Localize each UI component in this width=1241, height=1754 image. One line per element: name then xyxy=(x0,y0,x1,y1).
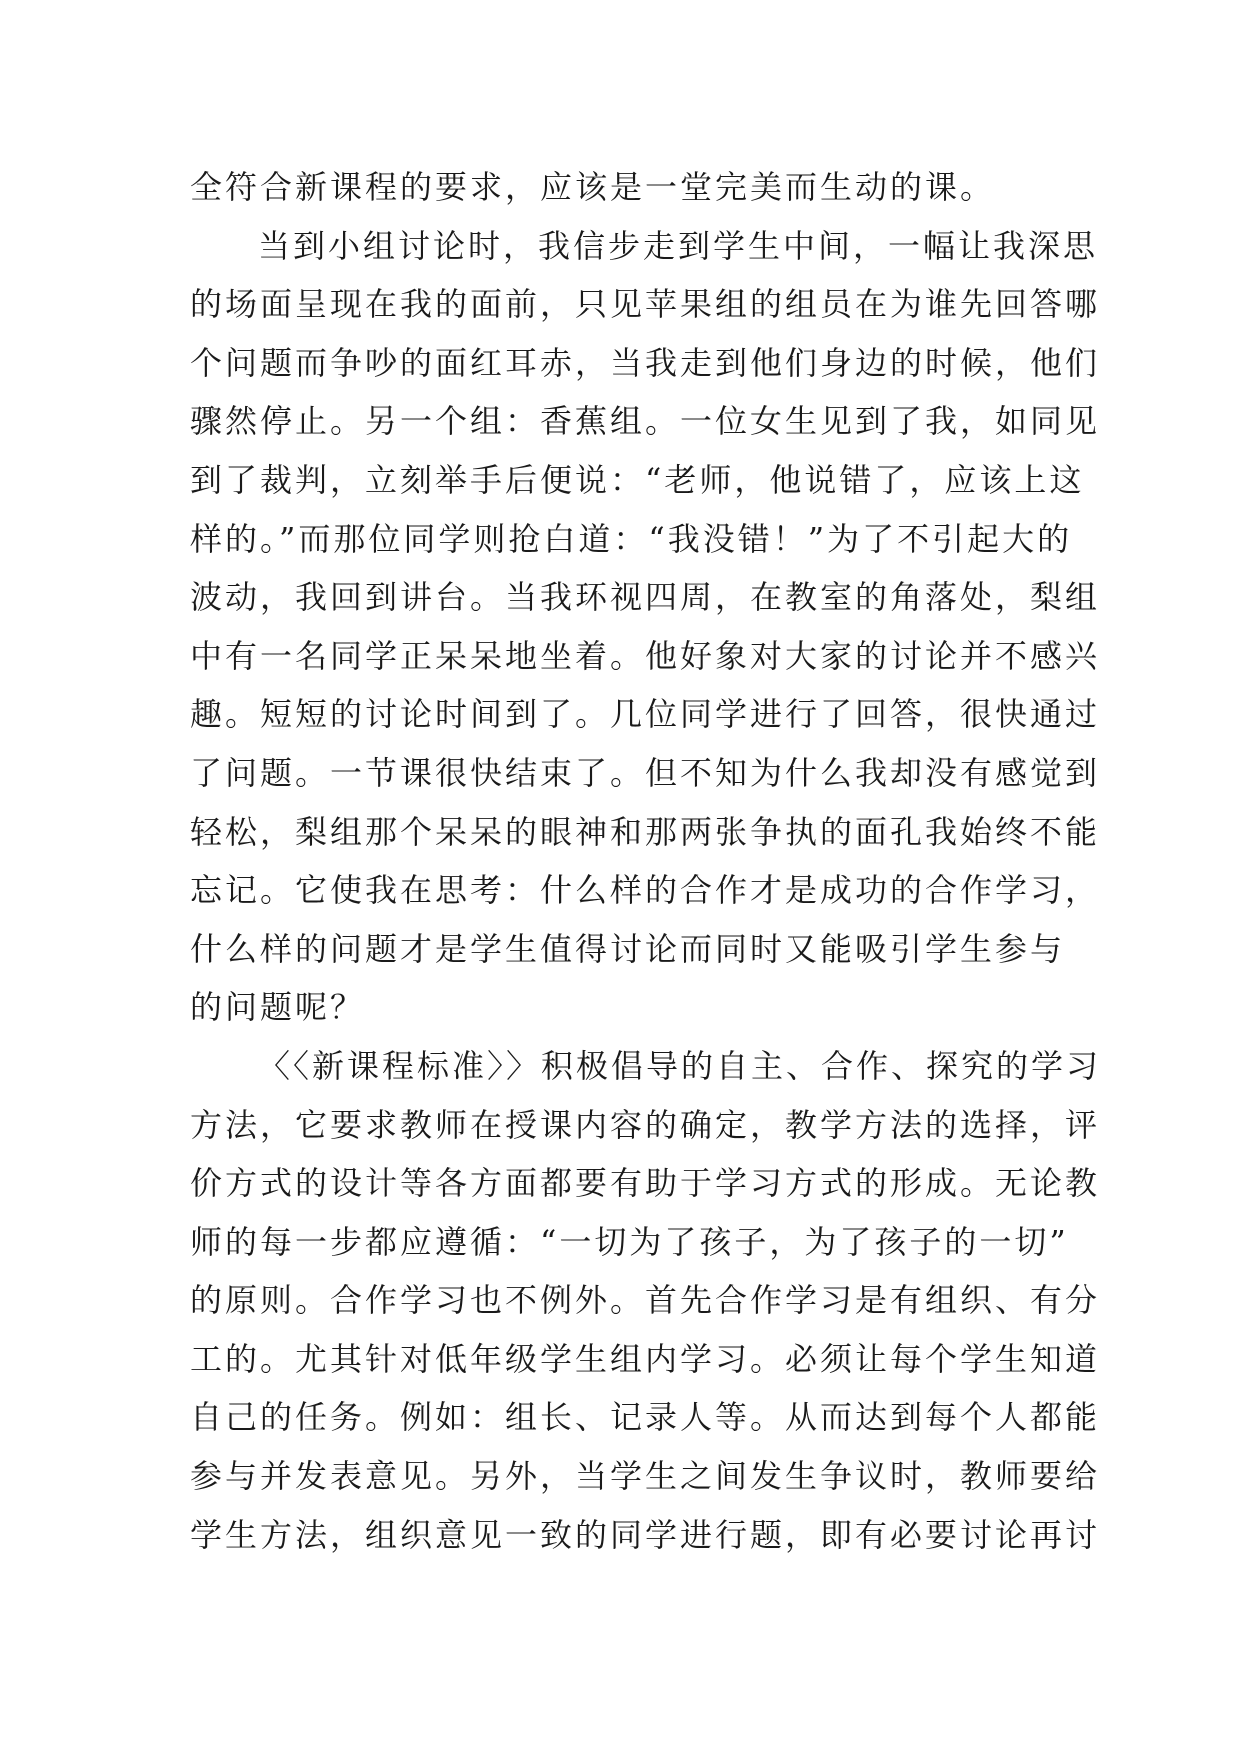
text-line: 了问题。一节课很快结束了。但不知为什么我却没有感觉到 xyxy=(190,753,1101,792)
text-line: 忘记。它使我在思考：什么样的合作才是成功的合作学习， xyxy=(190,871,1101,910)
text-line: 参与并发表意见。另外，当学生之间发生争议时，教师要给 xyxy=(190,1457,1101,1496)
text-line: 什么样的问题才是学生值得讨论而同时又能吸引学生参与 xyxy=(190,929,1066,968)
text-line: 的问题呢？ xyxy=(190,988,366,1027)
text-line: 的场面呈现在我的面前，只见苹果组的组员在为谁先回答哪 xyxy=(190,285,1101,324)
text-line: 波动，我回到讲台。当我环视四周，在教室的角落处，梨组 xyxy=(190,578,1101,617)
text-line: 全符合新课程的要求，应该是一堂完美而生动的课。 xyxy=(190,168,996,206)
text-line: 师的每一步都应遵循：“一切为了孩子，为了孩子的一切” xyxy=(190,1222,1069,1261)
text-line: 骤然停止。另一个组：香蕉组。一位女生见到了我，如同见 xyxy=(190,402,1101,441)
body-text xyxy=(190,158,1102,1564)
text-line: 趣。短短的讨论时间到了。几位同学进行了回答，很快通过 xyxy=(190,695,1101,734)
text-line: 自己的任务。例如：组长、记录人等。从而达到每个人都能 xyxy=(190,1398,1101,1437)
paragraph-start-line: 当到小组讨论时，我信步走到学生中间，一幅让我深思 xyxy=(258,226,1099,265)
text-line: 方法，它要求教师在授课内容的确定，教学方法的选择，评 xyxy=(190,1105,1101,1144)
text-line: 工的。尤其针对低年级学生组内学习。必须让每个学生知道 xyxy=(190,1339,1101,1378)
text-line: 轻松，梨组那个呆呆的眼神和那两张争执的面孔我始终不能 xyxy=(190,812,1101,851)
text-line: 样的。”而那位同学则抢白道：“我没错！”为了不引起大的 xyxy=(190,519,1073,558)
text-line: 中有一名同学正呆呆地坐着。他好象对大家的讨论并不感兴 xyxy=(190,636,1101,675)
text-line: 价方式的设计等各方面都要有助于学习方式的形成。无论教 xyxy=(190,1164,1101,1203)
text-line: 学生方法，组织意见一致的同学进行题，即有必要讨论再讨 xyxy=(190,1515,1101,1554)
text-line: 个问题而争吵的面红耳赤，当我走到他们身边的时候，他们 xyxy=(190,343,1101,382)
text-line: 的原则。合作学习也不例外。首先合作学习是有组织、有分 xyxy=(190,1281,1101,1320)
paragraph-start-line: 〈〈新课程标准〉〉积极倡导的自主、合作、探究的学习 xyxy=(258,1046,1102,1085)
text-line: 到了裁判，立刻举手后便说：“老师，他说错了，应该上这 xyxy=(190,460,1085,499)
